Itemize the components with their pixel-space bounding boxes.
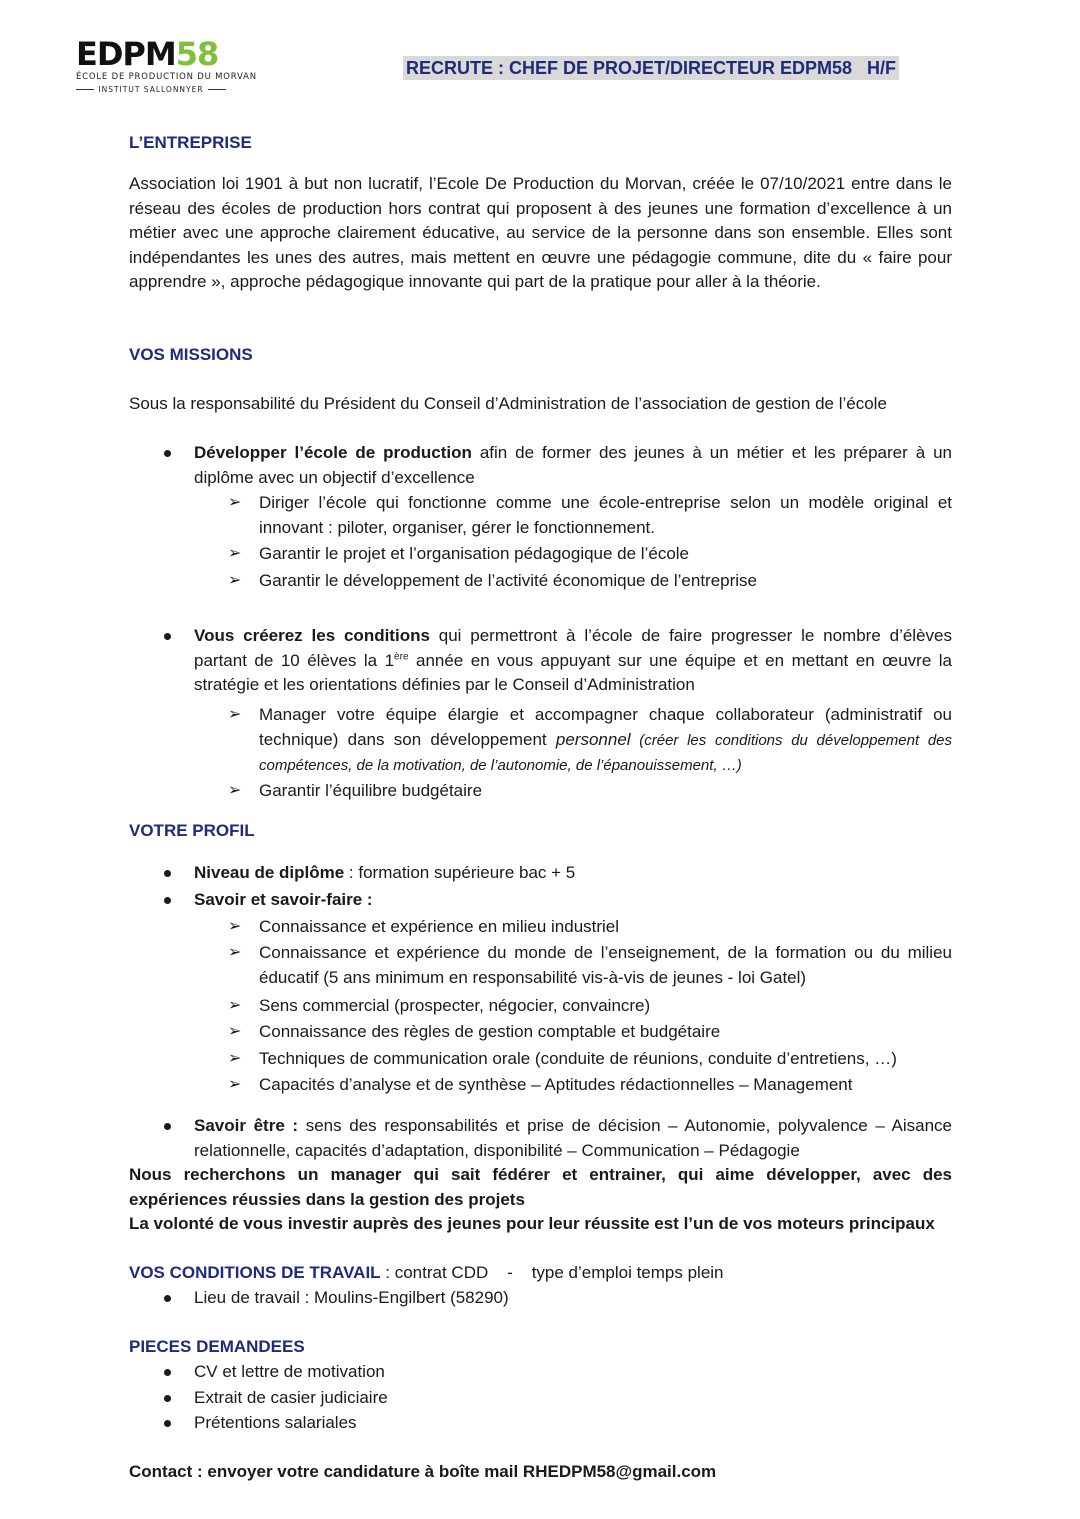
bullet-icon — [164, 1420, 171, 1427]
section-heading-conditions: VOS CONDITIONS DE TRAVAIL — [129, 1263, 381, 1282]
conditions-text: : contrat CDD - type d’emploi temps plein — [380, 1263, 724, 1282]
conditions-line — [129, 1261, 952, 1286]
arrow-bullet-icon: ➢ — [228, 494, 242, 511]
mission-1-sub-1: Diriger l’école qui fonctionne comme une école-entreprise selon un modèle original et innovant : piloter, organiser, gérer le fonctionnement. — [259, 493, 952, 537]
arrow-bullet-icon: ➢ — [228, 918, 242, 935]
logo-wordmark-green: 58 — [175, 35, 219, 73]
arrow-bullet-icon: ➢ — [228, 545, 242, 562]
mission-2-sub-2: Garantir l’équilibre budgétaire — [259, 781, 483, 800]
arrow-bullet-icon: ➢ — [228, 1076, 242, 1093]
list-item — [228, 779, 952, 804]
pieces-item-2: Extrait de casier judiciaire — [194, 1388, 388, 1407]
missions-intro: Sous la responsabilité du Président du Conseil d’Administration de l’association de gestion de l’école — [129, 394, 887, 413]
arrow-bullet-icon: ➢ — [228, 1050, 242, 1067]
list-item — [228, 915, 952, 940]
list-item — [228, 703, 953, 779]
list-item — [194, 888, 952, 913]
mission-1-sub-3: Garantir le développement de l’activité économique de l’entreprise — [259, 571, 758, 590]
list-item — [228, 491, 952, 540]
edpm58-logo — [76, 35, 257, 94]
profil-savoir-4: Connaissance des règles de gestion comptable et budgétaire — [259, 1022, 721, 1041]
list-item — [228, 542, 952, 567]
profil-diplome-text: : formation supérieure bac + 5 — [344, 863, 576, 882]
list-item — [194, 1286, 952, 1311]
list-item — [194, 624, 952, 698]
profil-closing-2: La volonté de vous investir auprès des jeunes pour leur réussite est l’un de vos moteurs principaux — [129, 1214, 935, 1233]
profil-savoir-bold: Savoir et savoir-faire : — [194, 890, 373, 909]
bullet-icon — [164, 633, 171, 640]
list-item — [228, 1047, 952, 1072]
contact-line: Contact : envoyer votre candidature à boîte mail RHEDPM58@gmail.com — [129, 1462, 717, 1481]
mission-1-bold: Développer l’école de production — [194, 443, 472, 462]
profil-diplome-bold: Niveau de diplôme — [194, 863, 345, 882]
profil-etre-text: sens des responsabilités et prise de décision – Autonomie, polyvalence – Aisance relationnelle, capacités d’adaptation, disponibilité – Communication – Pédagogie — [194, 1116, 952, 1160]
mission-1-sub-2: Garantir le projet et l’organisation pédagogique de l’école — [259, 544, 690, 563]
entreprise-paragraph: Association loi 1901 à but non lucratif, l’Ecole De Production du Morvan, créée le 07/10/2021 entre dans le réseau des écoles de production hors contrat qui proposent à des jeunes une formation d’excellence à un métier avec une approche clairement éducative, au service de la personne dans son ensemble. Elles sont indépendantes les unes des autres, mais mettent en œuvre une pédagogie commune, dite du « faire pour apprendre », approche pédagogique innovante qui part de la pratique pour aller à la théorie. — [129, 174, 952, 291]
bullet-icon — [164, 1123, 171, 1130]
section-heading-entreprise: L’ENTREPRISE — [129, 133, 252, 152]
bullet-icon — [164, 897, 171, 904]
page-title: RECRUTE : CHEF DE PROJET/DIRECTEUR EDPM58 H/F — [403, 56, 899, 80]
mission-2-text-b: année en vous appuyant sur une équipe et en mettant en œuvre la stratégie et les orientations définies par le Conseil d’Administration — [194, 650, 953, 694]
profil-savoir-1: Connaissance et expérience en milieu industriel — [259, 917, 620, 936]
mission-2-sup: ère — [394, 650, 409, 662]
list-item — [194, 1114, 952, 1163]
list-item — [194, 861, 952, 886]
list-item — [194, 1411, 952, 1436]
bullet-icon — [164, 1369, 171, 1376]
mission-2-sub-1: Manager votre équipe élargie et accompagner chaque collaborateur (administratif ou technique) dans son développement — [259, 705, 952, 749]
profil-savoir-3: Sens commercial (prospecter, négocier, convaincre) — [259, 996, 651, 1015]
pieces-item-1: CV et lettre de motivation — [194, 1362, 385, 1381]
arrow-bullet-icon: ➢ — [228, 944, 242, 961]
logo-institute-label: INSTITUT SALLONNYER — [98, 85, 204, 94]
logo-subtitle: ÉCOLE DE PRODUCTION DU MORVAN — [76, 72, 257, 82]
list-item — [228, 569, 952, 594]
conditions-lieu: Lieu de travail : Moulins-Engilbert (58290) — [194, 1288, 509, 1307]
bullet-icon — [164, 450, 171, 457]
bullet-icon — [164, 1295, 171, 1302]
mission-1-text: afin de former des jeunes à un métier et les préparer à un diplôme avec un objectif d’excellence — [194, 443, 952, 487]
list-item — [228, 1020, 952, 1045]
arrow-bullet-icon: ➢ — [228, 997, 242, 1014]
profil-savoir-5: Techniques de communication orale (conduite de réunions, conduite d’entretiens, …) — [259, 1049, 897, 1068]
mission-2-sub-1-note: (créer les conditions du développement des compétences, de la motivation, de l’autonomie, de l’épanouissement, …) — [259, 731, 953, 774]
logo-institute — [76, 85, 226, 94]
arrow-bullet-icon: ➢ — [228, 706, 242, 723]
logo-wordmark — [76, 35, 226, 73]
arrow-bullet-icon: ➢ — [228, 782, 242, 799]
profil-etre-bold: Savoir être : — [194, 1116, 299, 1135]
section-heading-missions: VOS MISSIONS — [129, 345, 253, 364]
mission-2-sub-1-italic: personnel — [555, 729, 631, 749]
list-item — [228, 941, 952, 990]
section-heading-profil: VOTRE PROFIL — [129, 821, 255, 840]
list-item — [194, 1360, 952, 1385]
mission-2-bold: Vous créerez les conditions — [194, 626, 430, 645]
list-item — [228, 994, 952, 1019]
mission-2-text-a: qui permettront à l’école de faire progresser le nombre d’élèves partant de 10 élèves la 1 — [194, 626, 952, 670]
logo-wordmark-dark: EDPM — [76, 35, 176, 73]
pieces-item-3: Prétentions salariales — [194, 1413, 357, 1432]
arrow-bullet-icon: ➢ — [228, 572, 242, 589]
list-item — [228, 1073, 952, 1098]
bullet-icon — [164, 1395, 171, 1402]
profil-closing-1: Nous recherchons un manager qui sait fédérer et entrainer, qui aime développer, avec des expériences réussies dans la gestion des projets — [129, 1165, 952, 1209]
arrow-bullet-icon: ➢ — [228, 1023, 242, 1040]
list-item — [194, 1386, 952, 1411]
list-item — [194, 441, 952, 490]
profil-savoir-2: Connaissance et expérience du monde de l’enseignement, de la formation ou du milieu éducatif (5 ans minimum en responsabilité vis-à-vis de jeunes - loi Gatel) — [259, 943, 952, 987]
profil-savoir-6: Capacités d’analyse et de synthèse – Aptitudes rédactionnelles – Management — [259, 1075, 853, 1094]
section-heading-pieces: PIECES DEMANDEES — [129, 1337, 305, 1356]
bullet-icon — [164, 870, 171, 877]
